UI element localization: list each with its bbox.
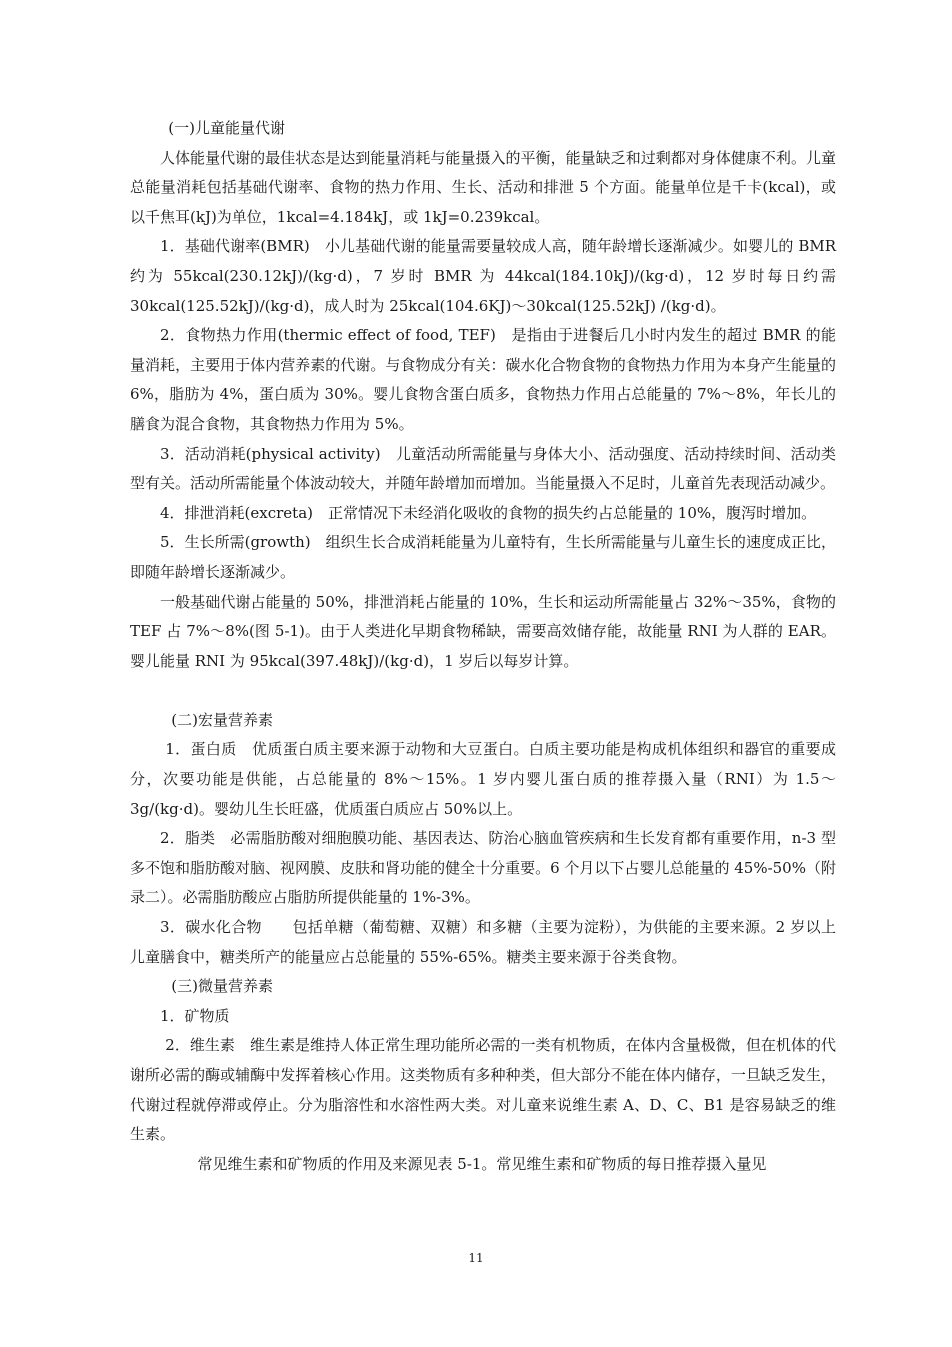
paragraph-energy-summary: 一般基础代谢占能量的 50%，排泄消耗占能量的 10%，生长和运动所需能量占 32%～35%，食物的 TEF 占 7%～8%(图 5-1)。由于人类进化早期食物稀缺，需要高效储存能，故能量 RNI 为人群的 EAR。婴儿能量 RNI 为 95kcal(397.48kJ)/(kg·d)，1 岁后以每岁计算。	[130, 592, 836, 670]
section-spacer	[130, 676, 836, 706]
paragraph-activity: 3．活动消耗(physical activity) 儿童活动所需能量与身体大小、活动强度、活动持续时间、活动类型有关。活动所需能量个体波动较大，并随年龄增加而增加。当能量摄入不足时，儿童首先表现活动减少。	[130, 444, 836, 493]
paragraph-energy-intro: 人体能量代谢的最佳状态是达到能量消耗与能量摄入的平衡，能量缺乏和过剩都对身体健康不利。儿童总能量消耗包括基础代谢率、食物的热力作用、生长、活动和排泄 5 个方面。能量单位是千卡(kcal)，或以千焦耳(kJ)为单位，1kcal=4.184kJ，或 1kJ=0.239kcal。	[130, 148, 836, 226]
paragraph-protein: 1．蛋白质 优质蛋白质主要来源于动物和大豆蛋白。白质主要功能是构成机体组织和器官的重要成分，次要功能是供能，占总能量的 8%～15%。1 岁内婴儿蛋白质的推荐摄入量（RNI）为 1.5～3g/(kg·d)。婴幼儿生长旺盛，优质蛋白质应占 50%以上。	[130, 740, 836, 818]
paragraph-growth: 5．生长所需(growth) 组织生长合成消耗能量为儿童特有，生长所需能量与儿童生长的速度成正比，即随年龄增长逐渐减少。	[130, 533, 836, 581]
paragraph-closing: 常见维生素和矿物质的作用及来源见表 5-1。常见维生素和矿物质的每日推荐摄入量见	[197, 1154, 767, 1173]
paragraph-excreta: 4．排泄消耗(excreta) 正常情况下未经消化吸收的食物的损失约占总能量的 10%，腹泻时增加。	[160, 503, 817, 522]
section-heading-energy: (一)儿童能量代谢	[168, 119, 285, 137]
paragraph-tef: 2．食物热力作用(thermic effect of food, TEF) 是指由于进餐后几小时内发生的超过 BMR 的能量消耗，主要用于体内营养素的代谢。与食物成分有关：碳水化合物食物的食物热力作用为本身产生能量的 6%，脂肪为 4%，蛋白质为 30%。婴儿食物含蛋白质多，食物热力作用占总能量的 7%～8%，年长儿的膳食为混合食物，其食物热力作用为 5%。	[130, 326, 836, 433]
section-heading-macro: (二)宏量营养素	[171, 710, 273, 729]
paragraph-lipids: 2．脂类 必需脂肪酸对细胞膜功能、基因表达、防治心脑血管疾病和生长发育都有重要作用，n-3 型多不饱和脂肪酸对脑、视网膜、皮肤和肾功能的健全十分重要。6 个月以下占婴儿总能量的 45%-50%（附录二）。必需脂肪酸应占脂肪所提供能量的 1%-3%。	[130, 829, 836, 907]
paragraph-bmr: 1．基础代谢率(BMR) 小儿基础代谢的能量需要量较成人高，随年龄增长逐渐减少。如婴儿的 BMR 约为 55kcal(230.12kJ)/(kg·d)，7 岁时 BMR 为 44kcal(184.10kJ)/(kg·d)，12 岁时每日约需 30kcal(125.52kJ)/(kg·d)，成人时为 25kcal(104.6KJ)～30kcal(125.52kJ) /(kg·d)。	[130, 237, 836, 315]
paragraph-vitamins: 2．维生素 维生素是维持人体正常生理功能所必需的一类有机物质，在体内含量极微，但在机体的代谢所必需的酶或辅酶中发挥着核心作用。这类物质有多种种类，但大部分不能在体内储存，一旦缺乏发生，代谢过程就停滞或停止。分为脂溶性和水溶性两大类。对儿童来说维生素 A、D、C、B1 是容易缺乏的维生素。	[130, 1036, 836, 1144]
document-body	[130, 114, 836, 1179]
section-heading-micro: (三)微量营养素	[171, 977, 273, 996]
paragraph-carbohydrates: 3．碳水化合物 包括单糖（葡萄糖、双糖）和多糖（主要为淀粉），为供能的主要来源。2 岁以上儿童膳食中，糖类所产的能量应占总能量的 55%-65%。糖类主要来源于谷类食物。	[130, 918, 836, 966]
page-number: 11	[468, 1251, 484, 1265]
paragraph-minerals: 1．矿物质	[160, 1006, 230, 1025]
